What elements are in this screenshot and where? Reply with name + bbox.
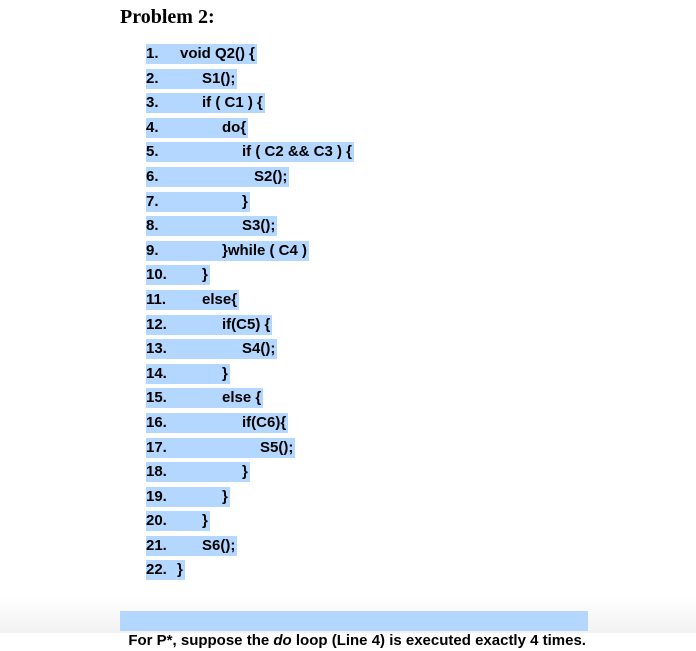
code-text: S1(); [202,69,236,87]
code-text: if(C6){ [242,413,287,431]
footer-note[interactable] [120,611,588,649]
line-number: 4. [146,118,222,138]
code-text: } [202,512,208,530]
code-text: if(C5) { [222,315,271,333]
code-text: } [202,266,208,284]
line-number: 15. [146,388,222,408]
line-number: 19. [146,487,222,507]
code-text: } [242,192,248,210]
code-text: do{ [222,118,247,136]
code-text: } [222,487,228,505]
code-text: S6(); [202,536,236,554]
line-number: 10. [146,265,202,285]
line-number: 12. [146,315,222,335]
line-number: 18. [146,462,242,482]
footer-text-before: For P*, suppose the [128,632,274,649]
code-text: }while ( C4 ) [222,241,308,259]
line-number: 16. [146,413,242,433]
line-number: 7. [146,192,242,212]
footer-text-after: loop (Line 4) is executed exactly 4 times. [291,632,586,649]
code-text: } [242,463,248,481]
line-number: 8. [146,216,242,236]
line-number: 2. [146,69,202,89]
code-text: } [177,561,183,579]
line-number: 13. [146,339,242,359]
code-text: S4(); [242,340,276,358]
line-number: 17. [146,438,260,458]
code-text: else{ [202,290,238,308]
line-number: 5. [146,142,242,162]
code-text: S5(); [260,438,294,456]
code-text: S2(); [254,167,288,185]
line-number: 20. [146,511,202,531]
line-number: 14. [146,364,222,384]
problem-title: Problem 2: [120,6,215,28]
code-text: else { [222,389,262,407]
line-number: 22. [146,560,177,580]
footer-text-emph: do [273,632,292,649]
code-text: } [222,364,228,382]
line-number: 1. [146,44,180,64]
line-number: 3. [146,93,202,113]
line-number: 21. [146,536,202,556]
line-number: 6. [146,167,254,187]
code-text: if ( C2 && C3 ) { [242,143,353,161]
code-text: void Q2() { [180,45,256,62]
code-text: if ( C1 ) { [202,94,263,112]
code-text: S3(); [242,217,276,235]
line-number: 9. [146,241,222,261]
line-number: 11. [146,290,202,310]
